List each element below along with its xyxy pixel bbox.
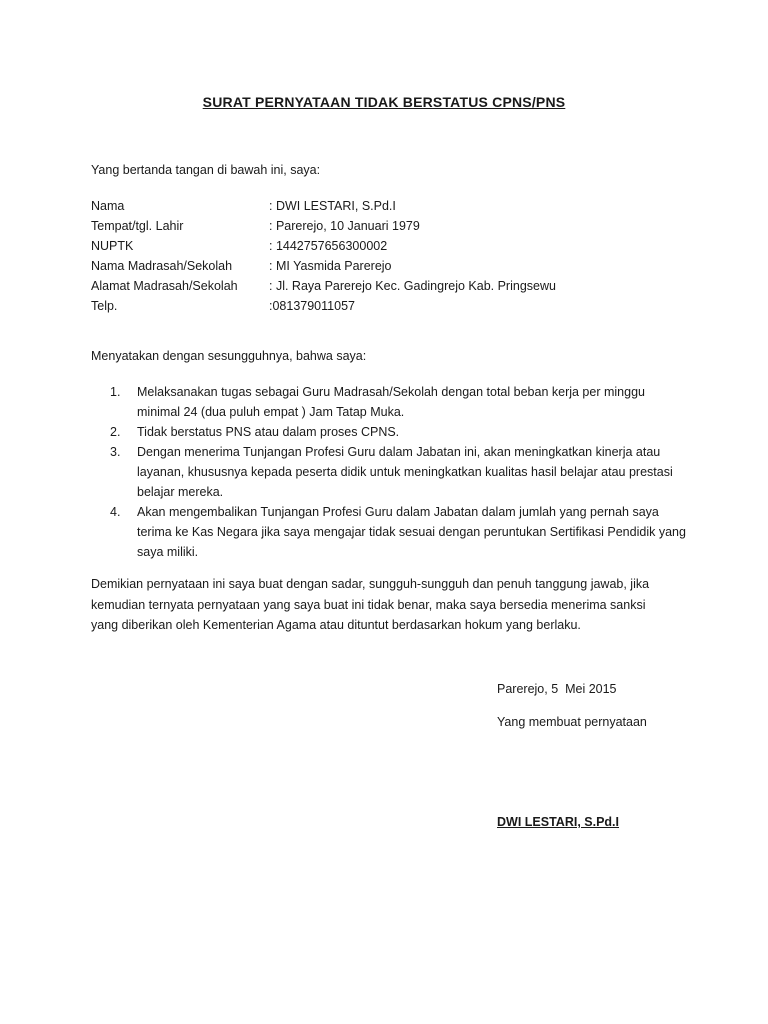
- signer-name: DWI LESTARI, S.Pd.I: [497, 815, 619, 829]
- field-row-school-address: [91, 276, 556, 296]
- document-title: SURAT PERNYATAAN TIDAK BERSTATUS CPNS/PNS: [202, 94, 566, 110]
- place-date: Parerejo, 5 Mei 2015: [497, 682, 617, 696]
- maker-label: Yang membuat pernyataan: [497, 715, 647, 729]
- field-row-nuptk: [91, 236, 556, 256]
- list-item: [110, 502, 690, 562]
- identity-fields: [91, 196, 556, 316]
- list-item-text: Akan mengembalikan Tunjangan Profesi Guru dalam Jabatan dalam jumlah yang pernah saya terima ke Kas Negara jika saya mengajar tidak sesuai dengan peruntukan Sertifikasi Pendidik yang saya miliki.: [137, 505, 686, 559]
- field-label: Telp.: [91, 299, 118, 313]
- field-value: : MI Yasmida Parerejo: [269, 259, 392, 273]
- field-label: NUPTK: [91, 239, 134, 253]
- list-item: [110, 422, 690, 442]
- closing-paragraph: Demikian pernyataan ini saya buat dengan sadar, sungguh-sungguh dan penuh tanggung jawab, jika kemudian ternyata pernyataan yang saya buat ini tidak benar, maka saya bersedia menerima sanksi yang diberikan oleh Kementerian Agama atau dituntut berdasarkan hokum yang berlaku.: [91, 577, 650, 632]
- field-label: Nama Madrasah/Sekolah: [91, 259, 233, 273]
- field-value: : 1442757656300002: [269, 239, 388, 253]
- list-item: [110, 382, 690, 422]
- list-item: [110, 442, 690, 502]
- field-row-phone: [91, 296, 556, 316]
- field-label: Alamat Madrasah/Sekolah: [91, 279, 238, 293]
- field-value: :081379011057: [269, 299, 355, 313]
- field-value: : Jl. Raya Parerejo Kec. Gadingrejo Kab. Pringsewu: [269, 279, 556, 293]
- field-label: Tempat/tgl. Lahir: [91, 219, 184, 233]
- field-value: : Parerejo, 10 Januari 1979: [269, 219, 420, 233]
- field-label: Nama: [91, 199, 125, 213]
- list-item-text: Melaksanakan tugas sebagai Guru Madrasah/Sekolah dengan total beban kerja per minggu minimal 24 (dua puluh empat ) Jam Tatap Muka.: [137, 385, 645, 419]
- list-item-text: Tidak berstatus PNS atau dalam proses CPNS.: [137, 425, 400, 439]
- intro-text: Yang bertanda tangan di bawah ini, saya:: [91, 163, 321, 177]
- list-item-number: 4.: [110, 505, 121, 519]
- list-item-number: 1.: [110, 385, 121, 399]
- list-item-text: Dengan menerima Tunjangan Profesi Guru dalam Jabatan ini, akan meningkatkan kinerja atau layanan, khususnya kepada peserta didik untuk meningkatkan kualitas hasil belajar atau prestasi belajar mereka.: [137, 445, 673, 499]
- statement-list: [110, 382, 690, 562]
- statement-text: Menyatakan dengan sesungguhnya, bahwa saya:: [91, 349, 367, 363]
- list-item-number: 3.: [110, 445, 121, 459]
- field-row-school-name: [91, 256, 556, 276]
- field-row-birth: [91, 216, 556, 236]
- list-item-number: 2.: [110, 425, 121, 439]
- field-row-nama: [91, 196, 556, 216]
- field-value: : DWI LESTARI, S.Pd.I: [269, 199, 396, 213]
